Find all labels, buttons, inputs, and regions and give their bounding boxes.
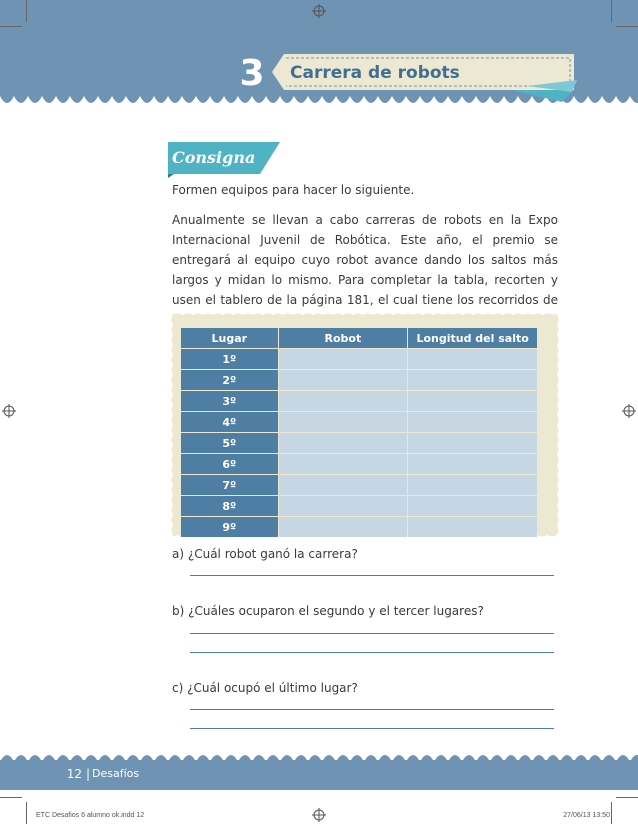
place-cell: 9º <box>181 517 278 537</box>
answer-line-b1[interactable] <box>190 633 554 634</box>
registration-mark-icon <box>312 808 326 822</box>
crop-mark <box>26 802 27 824</box>
table-row <box>181 412 537 432</box>
header-longitud: Longitud del salto <box>408 328 537 348</box>
print-slug-date: 27/06/13 13:50 <box>563 812 610 819</box>
crop-mark <box>616 797 638 798</box>
answer-line-c1[interactable] <box>190 709 554 710</box>
length-cell[interactable] <box>408 349 537 369</box>
table-row <box>181 391 537 411</box>
crop-mark <box>26 0 27 22</box>
place-cell: 4º <box>181 412 278 432</box>
table-row <box>181 496 537 516</box>
chapter-number: 3 <box>239 53 265 94</box>
print-slug-file: ETC Desafios 6 alumno ok.indd 12 <box>36 812 145 819</box>
question-b: b) ¿Cuáles ocuparon el segundo y el tercer lugares? <box>172 604 484 618</box>
instructions-intro: Formen equipos para hacer lo siguiente. <box>172 183 415 197</box>
robot-cell[interactable] <box>279 412 408 432</box>
length-cell[interactable] <box>408 391 537 411</box>
robot-cell[interactable] <box>279 391 408 411</box>
registration-mark-icon <box>312 4 326 18</box>
place-cell: 5º <box>181 433 278 453</box>
place-cell: 3º <box>181 391 278 411</box>
table-header-row <box>181 328 537 348</box>
crop-mark <box>616 26 638 27</box>
crop-mark <box>0 26 22 27</box>
answer-line-c2[interactable] <box>190 728 554 729</box>
table-row <box>181 517 537 537</box>
robot-cell[interactable] <box>279 454 408 474</box>
robot-cell[interactable] <box>279 433 408 453</box>
robot-cell[interactable] <box>279 496 408 516</box>
robot-cell[interactable] <box>279 349 408 369</box>
table-row <box>181 475 537 495</box>
header-robot: Robot <box>279 328 408 348</box>
table-row <box>181 349 537 369</box>
length-cell[interactable] <box>408 454 537 474</box>
header-lugar: Lugar <box>181 328 278 348</box>
answer-line-a[interactable] <box>190 575 554 576</box>
crop-mark <box>0 797 22 798</box>
answer-line-b2[interactable] <box>190 652 554 653</box>
footer-separator: | <box>86 767 91 781</box>
length-cell[interactable] <box>408 370 537 390</box>
page-number: 12 <box>66 767 82 781</box>
registration-mark-icon <box>622 404 636 418</box>
results-table <box>180 327 538 538</box>
length-cell[interactable] <box>408 496 537 516</box>
place-cell: 2º <box>181 370 278 390</box>
robot-cell[interactable] <box>279 370 408 390</box>
length-cell[interactable] <box>408 475 537 495</box>
instructions-paragraph: Anualmente se llevan a cabo carreras de robots en la Expo Internacional Juvenil de Robótica. Este año, el premio se entregará al equipo cuyo robot avance dando los saltos más largos y midan lo mismo. Para completar la tabla, recorten y usen el tablero de la página 181, el cual tiene los recorridos de <box>172 213 558 307</box>
place-cell: 1º <box>181 349 278 369</box>
question-a: a) ¿Cuál robot ganó la carrera? <box>172 547 358 561</box>
robot-cell[interactable] <box>279 475 408 495</box>
length-cell[interactable] <box>408 517 537 537</box>
length-cell[interactable] <box>408 412 537 432</box>
table-row <box>181 433 537 453</box>
consigna-label: Consigna <box>172 148 256 167</box>
footer-label: Desafíos <box>92 767 140 780</box>
question-c: c) ¿Cuál ocupó el último lugar? <box>172 681 358 695</box>
place-cell: 6º <box>181 454 278 474</box>
place-cell: 8º <box>181 496 278 516</box>
table-row <box>181 454 537 474</box>
crop-mark <box>611 802 612 824</box>
place-cell: 7º <box>181 475 278 495</box>
robot-cell[interactable] <box>279 517 408 537</box>
crop-mark <box>611 0 612 22</box>
table-row <box>181 370 537 390</box>
length-cell[interactable] <box>408 433 537 453</box>
registration-mark-icon <box>2 404 16 418</box>
page-title: Carrera de robots <box>290 63 460 83</box>
